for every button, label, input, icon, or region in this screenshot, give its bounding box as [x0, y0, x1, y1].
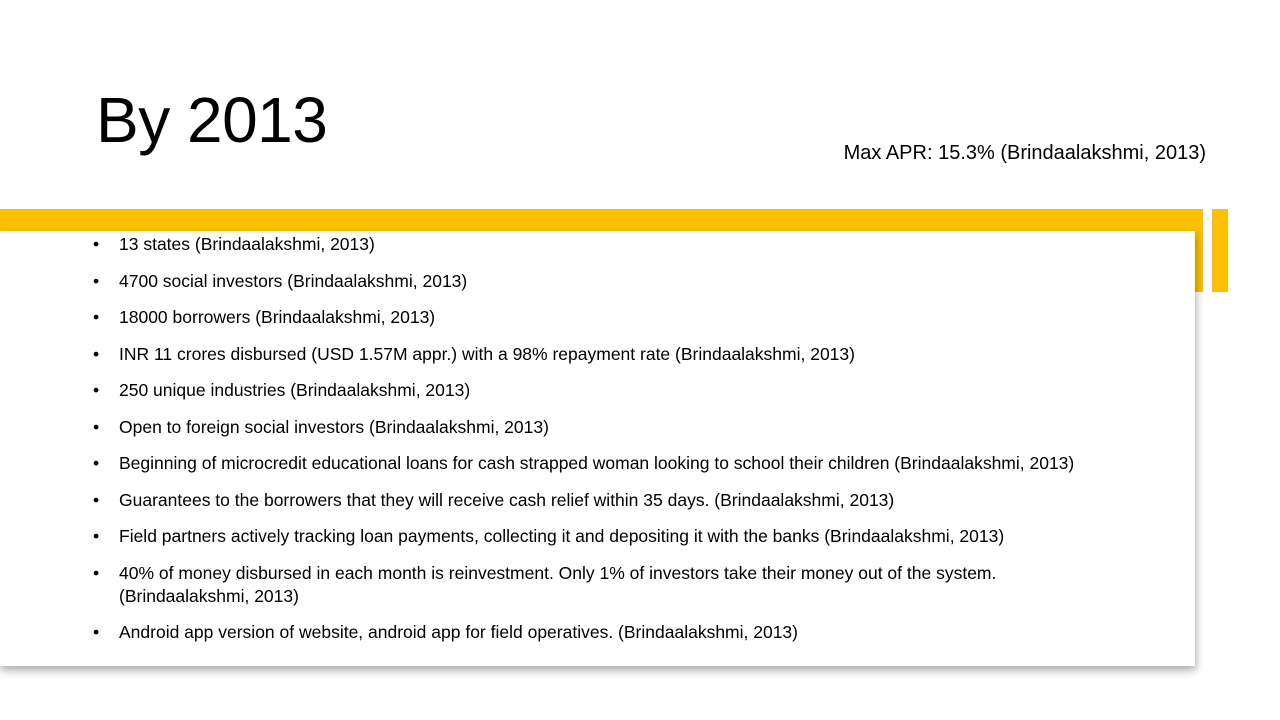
- bullet-dot-icon: •: [93, 416, 100, 437]
- bullet-item: [93, 525, 1153, 548]
- bullet-text: 18000 borrowers (Brindaalakshmi, 2013): [119, 307, 436, 327]
- bullet-item: [93, 306, 1153, 329]
- bullet-text: Field partners actively tracking loan payments, collecting it and depositing it with the banks (Brindaalakshmi, 2013): [119, 526, 1005, 546]
- bullet-dot-icon: •: [93, 526, 100, 546]
- bullet-dot-icon: •: [93, 234, 100, 254]
- bullet-text: Open to foreign social investors (Brindaalakshmi, 2013): [119, 416, 549, 437]
- bullet-item: [93, 233, 1153, 256]
- bullet-dot-icon: •: [93, 380, 100, 400]
- bullet-text: 40% of money disbursed in each month is reinvestment. Only 1% of investors take their money out of the system. (Brindaalakshmi, 2013): [119, 562, 997, 606]
- bullet-item: [93, 452, 1153, 475]
- bullet-dot-icon: •: [93, 270, 100, 291]
- slide-subtitle: Max APR: 15.3% (Brindaalakshmi, 2013): [843, 142, 1206, 164]
- bullet-item: [93, 621, 1153, 644]
- bullet-text: INR 11 crores disbursed (USD 1.57M appr.) with a 98% repayment rate (Brindaalakshmi, 2013): [119, 343, 855, 364]
- bullet-text: Android app version of website, android app for field operatives. (Brindaalakshmi, 2013): [119, 622, 798, 642]
- bullet-dot-icon: •: [93, 343, 100, 364]
- bullet-text: 13 states (Brindaalakshmi, 2013): [119, 234, 375, 254]
- bullet-item: [93, 270, 1153, 293]
- slide-title: By 2013: [96, 84, 328, 156]
- accent-stripe-right: [1212, 209, 1228, 292]
- bullet-item: [93, 379, 1153, 402]
- bullet-item: [93, 343, 1153, 366]
- bullet-text: 4700 social investors (Brindaalakshmi, 2013): [119, 270, 468, 291]
- bullet-item: [93, 489, 1153, 512]
- accent-bar: [0, 209, 1203, 231]
- bullet-list: [93, 233, 1153, 658]
- bullet-dot-icon: •: [93, 562, 100, 583]
- bullet-dot-icon: •: [93, 307, 100, 327]
- bullet-dot-icon: •: [93, 622, 100, 642]
- bullet-text: Beginning of microcredit educational loans for cash strapped woman looking to school their children (Brindaalakshmi, 2013): [119, 453, 1075, 473]
- bullet-item: [93, 416, 1153, 439]
- bullet-item: [93, 562, 1153, 608]
- bullet-text: Guarantees to the borrowers that they will receive cash relief within 35 days. (Brindaalakshmi, 2013): [119, 489, 895, 510]
- bullet-text: 250 unique industries (Brindaalakshmi, 2013): [119, 380, 471, 400]
- bullet-dot-icon: •: [93, 453, 100, 473]
- bullet-dot-icon: •: [93, 489, 100, 510]
